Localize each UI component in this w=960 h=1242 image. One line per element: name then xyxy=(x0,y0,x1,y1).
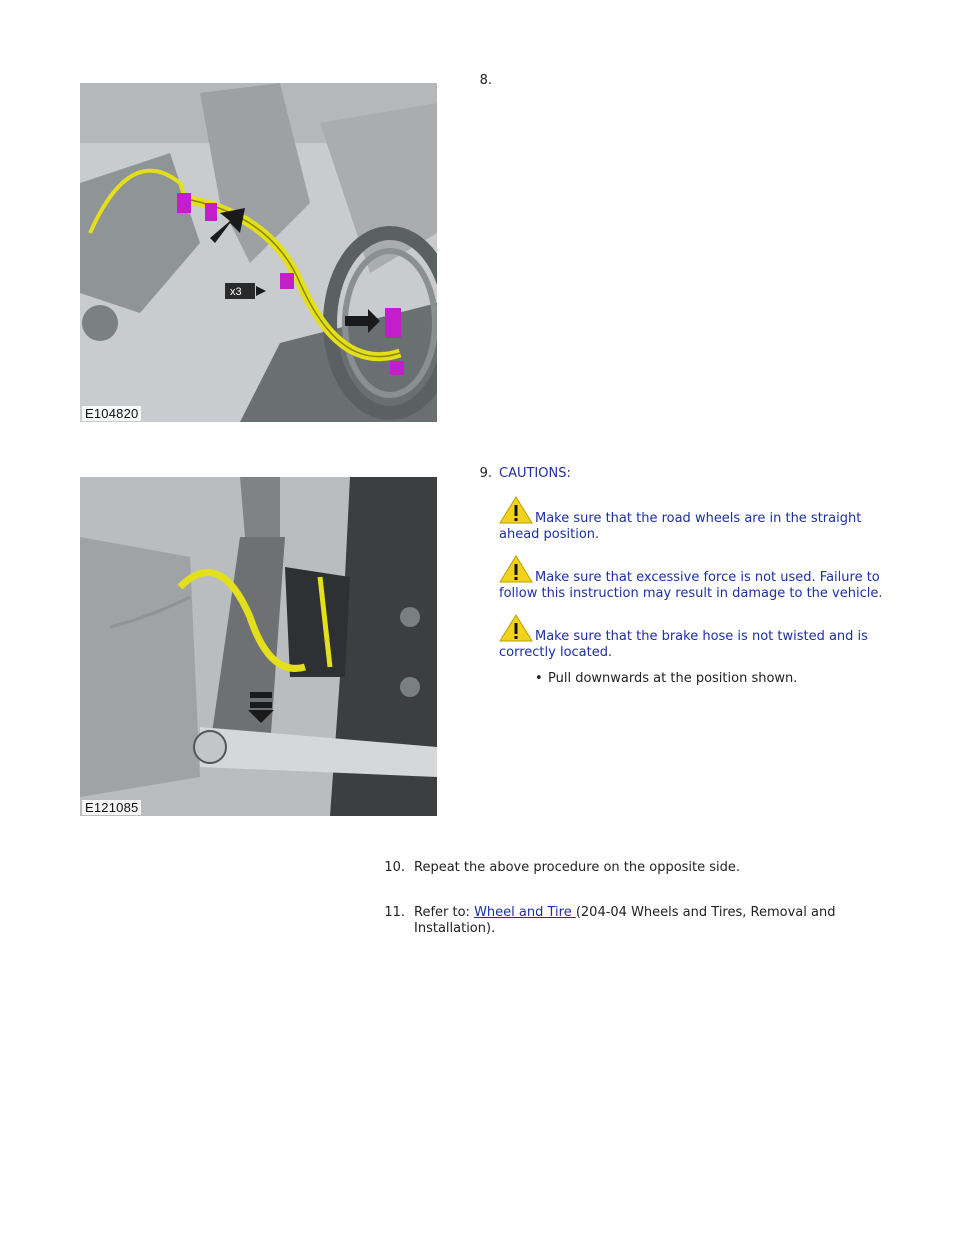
caution-text: Make sure that the brake hose is not twisted and is correctly located. xyxy=(499,629,868,660)
cautions-heading: CAUTIONS: xyxy=(499,466,571,481)
warning-icon xyxy=(499,496,533,524)
caution-text: Make sure that excessive force is not used. Failure to follow this instruction may result in damage to the vehicle. xyxy=(499,570,883,601)
step8-figure xyxy=(80,83,437,422)
wheel-and-tire-link[interactable]: Wheel and Tire xyxy=(474,905,576,920)
caution-item xyxy=(499,614,891,661)
refer-suffix: (204-04 Wheels and Tires, Removal and Installation). xyxy=(414,905,836,936)
warning-icon xyxy=(499,555,533,583)
step-text xyxy=(414,905,854,937)
instruction-bullet: • Pull downwards at the position shown. xyxy=(548,671,797,686)
caution-item xyxy=(499,496,891,543)
refer-prefix: Refer to: xyxy=(414,905,475,920)
caution-item xyxy=(499,555,891,602)
warning-icon xyxy=(499,614,533,642)
callout-label: x3 xyxy=(230,286,242,298)
step-number: 8. xyxy=(479,73,492,88)
strut-illustration xyxy=(80,477,437,816)
figure-id: E121085 xyxy=(82,800,141,815)
suspension-illustration xyxy=(80,83,437,422)
caution-text: Make sure that the road wheels are in the straight ahead position. xyxy=(499,511,862,542)
figure-id: E104820 xyxy=(82,406,141,421)
step-number: 10. xyxy=(384,860,405,875)
step-number: 11. xyxy=(384,905,405,920)
step9-figure xyxy=(80,477,437,816)
step-number: 9. xyxy=(479,466,492,481)
step-text: Repeat the above procedure on the opposite side. xyxy=(414,860,741,875)
